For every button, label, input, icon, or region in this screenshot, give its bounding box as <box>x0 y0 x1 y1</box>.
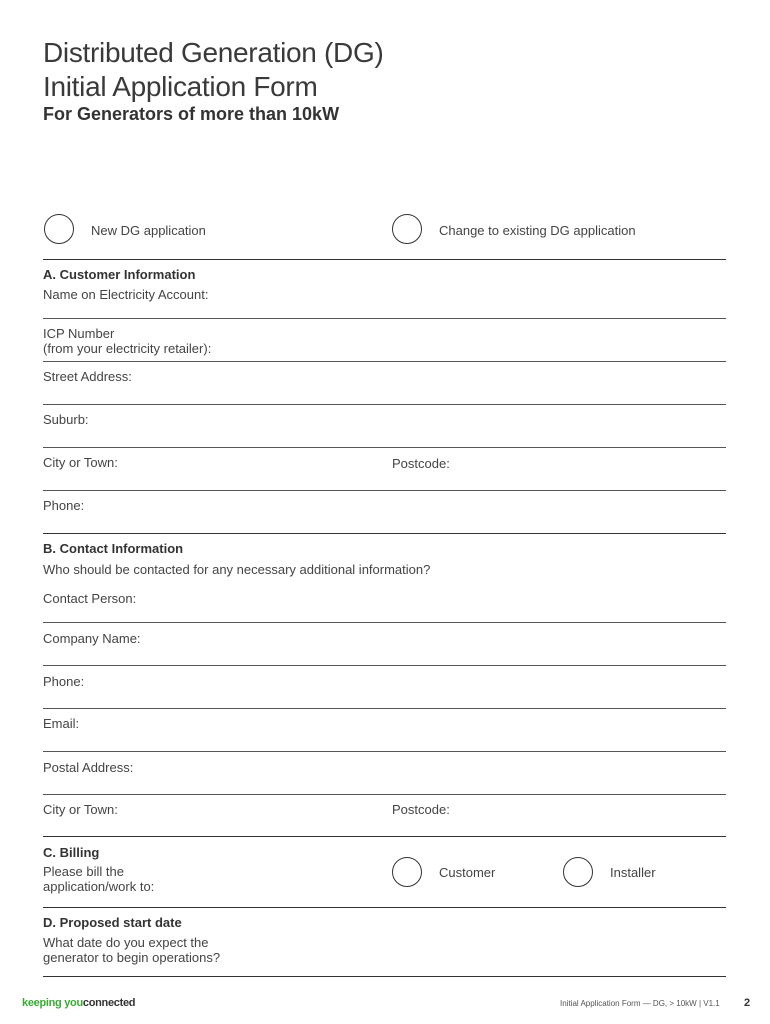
contact-info-heading: B. Contact Information <box>43 541 184 556</box>
divider <box>43 794 726 795</box>
change-dg-label: Change to existing DG application <box>439 223 636 238</box>
street-address-field[interactable] <box>43 363 726 403</box>
new-dg-radio[interactable] <box>44 214 74 244</box>
icp-sublabel: (from your electricity retailer): <box>43 341 212 356</box>
suburb-label: Suburb: <box>43 412 89 427</box>
city-label: City or Town: <box>43 455 118 470</box>
divider <box>43 622 726 623</box>
brand-text-green: keeping you <box>22 997 83 1009</box>
new-dg-label: New DG application <box>91 223 206 238</box>
contact-info-description: Who should be contacted for any necessary additional information? <box>43 562 431 577</box>
street-address-label: Street Address: <box>43 369 132 384</box>
divider <box>43 318 726 319</box>
divider <box>43 976 726 977</box>
document-reference: Initial Application Form — DG, > 10kW | V1.1 <box>560 999 720 1008</box>
divider <box>43 907 726 908</box>
start-date-field[interactable] <box>300 928 726 968</box>
divider <box>43 533 726 534</box>
page-title-line2: Initial Application Form <box>43 71 318 102</box>
billing-description-line2: application/work to: <box>43 879 155 894</box>
divider <box>43 836 726 837</box>
account-name-label: Name on Electricity Account: <box>43 287 209 302</box>
divider <box>43 751 726 752</box>
city-field[interactable] <box>43 449 383 489</box>
email-field[interactable] <box>43 710 726 750</box>
billing-heading: C. Billing <box>43 845 100 860</box>
company-name-label: Company Name: <box>43 631 141 646</box>
page-title-line1: Distributed Generation (DG) <box>43 37 384 68</box>
postal-address-field[interactable] <box>43 753 726 793</box>
contact-phone-field[interactable] <box>43 667 726 707</box>
bill-customer-label: Customer <box>439 865 496 880</box>
divider <box>43 404 726 405</box>
start-date-description-line1: What date do you expect the <box>43 935 209 950</box>
bill-installer-label: Installer <box>610 865 656 880</box>
suburb-field[interactable] <box>43 406 726 446</box>
contact-phone-label: Phone: <box>43 674 85 689</box>
page-subtitle: For Generators of more than 10kW <box>43 104 340 124</box>
phone-field[interactable] <box>43 492 726 532</box>
postcode-label: Postcode: <box>392 456 450 471</box>
start-date-heading: D. Proposed start date <box>43 915 182 930</box>
billing-description-line1: Please bill the <box>43 864 124 879</box>
divider <box>43 708 726 709</box>
divider <box>43 447 726 448</box>
phone-label: Phone: <box>43 498 85 513</box>
company-name-field[interactable] <box>43 624 726 664</box>
contact-city-field[interactable] <box>43 796 383 836</box>
change-dg-radio[interactable] <box>392 214 422 244</box>
icp-number-field[interactable] <box>43 320 726 360</box>
brand-logo <box>22 997 135 1009</box>
divider <box>43 665 726 666</box>
contact-postcode-field[interactable] <box>392 796 726 836</box>
bill-customer-radio[interactable] <box>392 857 422 887</box>
brand-text-dark: connected <box>82 997 136 1009</box>
start-date-description-line2: generator to begin operations? <box>43 950 221 965</box>
divider <box>43 259 726 260</box>
contact-person-field[interactable] <box>43 583 726 623</box>
email-label: Email: <box>43 716 80 731</box>
contact-postcode-label: Postcode: <box>392 802 450 817</box>
divider <box>43 361 726 362</box>
customer-info-heading: A. Customer Information <box>43 267 196 282</box>
account-name-field[interactable] <box>43 280 726 320</box>
divider <box>43 490 726 491</box>
icp-label: ICP Number <box>43 326 115 341</box>
bill-installer-radio[interactable] <box>563 857 593 887</box>
page-number: 2 <box>744 997 751 1009</box>
contact-person-label: Contact Person: <box>43 591 137 606</box>
contact-city-label: City or Town: <box>43 802 118 817</box>
postal-address-label: Postal Address: <box>43 760 134 775</box>
postcode-field[interactable] <box>392 449 726 489</box>
